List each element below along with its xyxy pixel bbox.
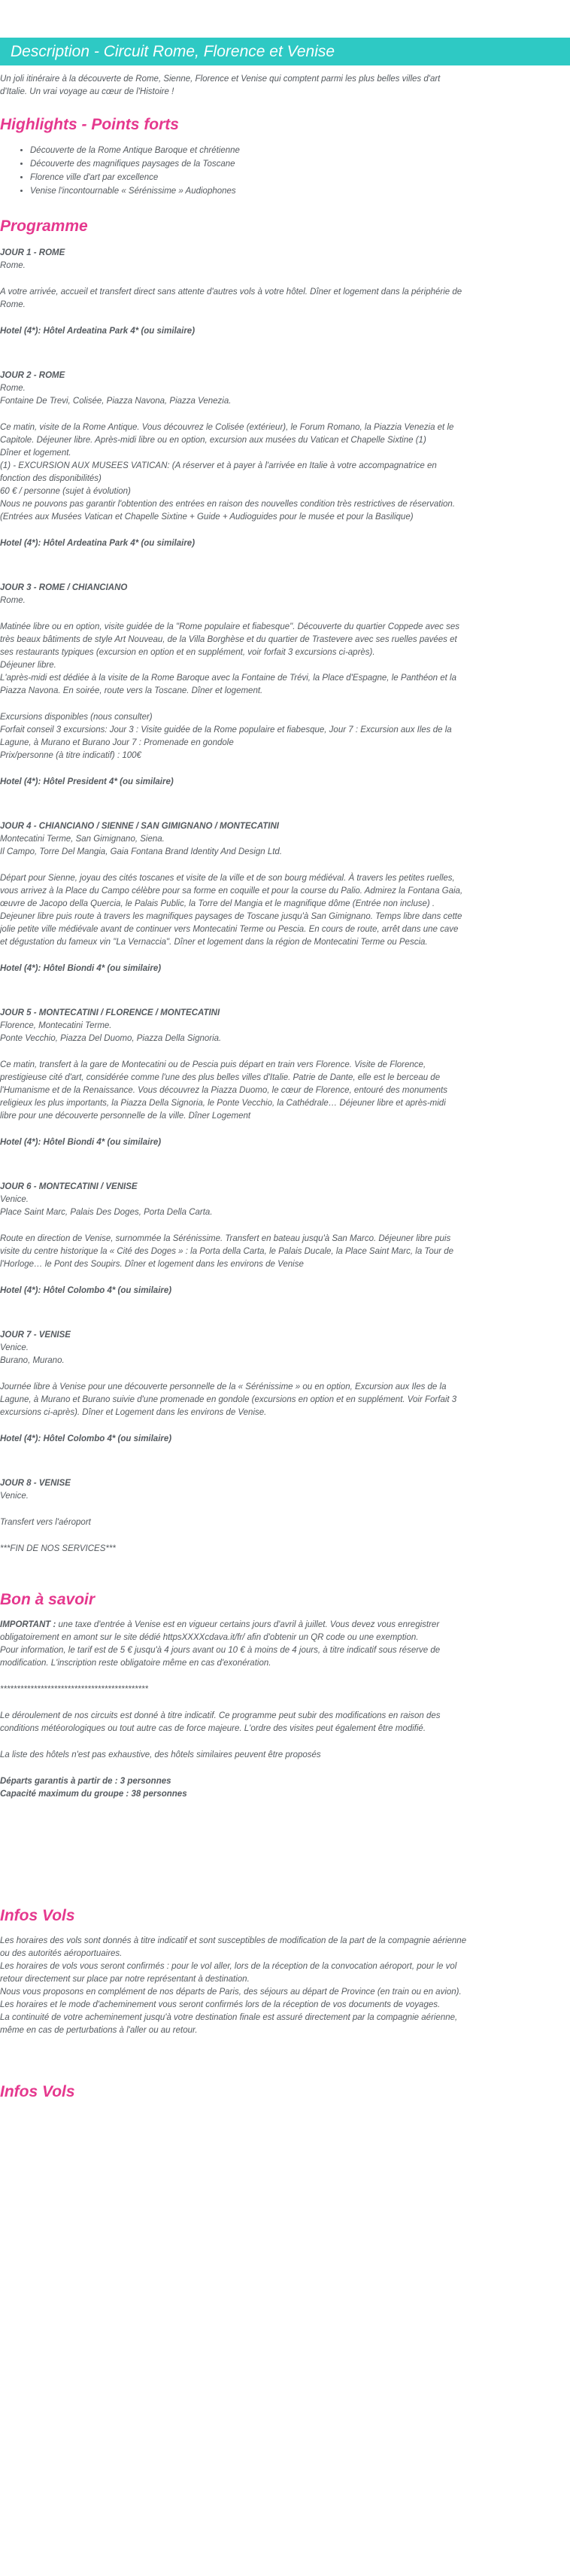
important-text: une taxe d'entrée à Venise est en vigueur certains jours d'avril à juillet. Vous devez vous enregistrer <box>56 1620 440 1629</box>
infos-vols-line: Les horaires et le mode d'acheminement vous seront confirmés lors de la réception de vos documents de voyages. <box>0 2000 441 2009</box>
highlights-section <box>0 115 570 198</box>
day-text-line: et dégustation du fameux vin "La Vernaccia". Dîner et logement dans la région de Montecatini Terme ou Pescia. <box>0 938 428 947</box>
day-text-line: l'Horloge… le Pont des Soupirs. Dîner et logement dans les environs de Venise <box>0 1260 304 1269</box>
programme-day <box>0 370 570 582</box>
day-hotel: Hotel (4*): Hôtel Biondi 4* (ou similaire) <box>0 964 162 973</box>
stars-divider: ******************************************** <box>0 1685 148 1694</box>
intro-text <box>0 65 570 99</box>
programme-day <box>0 1329 570 1477</box>
day-text-line: ses restaurants typiques (excursion en option et en supplément, voir forfait 3 excursions ci-après). <box>0 648 375 657</box>
day-text-line: Lagune, à Murano et Burano suivie d'une promenade en gondole (excursions en option et en supplément. Voir Forfait 3 <box>0 1395 457 1404</box>
day-places: Venice. <box>0 1343 29 1352</box>
days-container <box>0 247 570 1587</box>
infos-vols-line: même en cas de perturbations à l'aller ou au retour. <box>0 2026 198 2035</box>
day-places: Rome. <box>0 384 26 393</box>
list-item: • Florence ville d'art par excellence <box>30 171 570 184</box>
day-text-line: 60 € / personne (sujet à évolution) <box>0 487 131 496</box>
infos-vols-line: Nous vous proposons en complément de nos départs de Paris, des séjours au départ de Province (en train ou en avion). <box>0 1988 462 1997</box>
day-text-line: très beaux bâtiments de style Art Nouveau, de la Villa Borghèse et du quartier de Trastevere avec ses ruelles pavées et <box>0 635 457 644</box>
day-places: Montecatini Terme, San Gimignano, Siena. <box>0 835 165 844</box>
highlights-list <box>30 144 570 198</box>
day-text-line: l'Humanisme et de la Renaissance. Vous découvrez la Piazza Duomo, le cœur de Florence, entouré des monuments <box>0 1086 447 1095</box>
day-title: JOUR 8 - VENISE <box>0 1479 71 1488</box>
page-title: Description - Circuit Rome, Florence et Venise <box>0 38 570 65</box>
day-text-line: visite du centre historique la « Cité des Doges » : la Porta della Carta, le Palais Ducale, la Place Saint Marc, la Tour de <box>0 1247 453 1256</box>
day-text-line: Piazza Navona. En soirée, route vers la Toscane. Dîner et logement. <box>0 686 263 695</box>
programme-day <box>0 1477 570 1587</box>
day-text-line: prestigieuse cité d'art, considérée comme l'une des plus belles villes d'Italie. Patrie de Dante, elle est le berceau de <box>0 1073 441 1082</box>
day-text-line: Prix/personne (à titre indicatif) : 100€ <box>0 751 141 760</box>
bon-a-savoir-section <box>0 1590 570 1801</box>
important-line: Pour information, le tarif est de 5 € jusqu'à 4 jours avant ou 10 € à moins de 4 jours, à titre indicatif sous réserve de <box>0 1646 441 1655</box>
infos-vols-line: Les horaires des vols sont donnés à titre indicatif et sont susceptibles de modification de la part de la compagnie aérienne <box>0 1936 467 1945</box>
day-title: JOUR 3 - ROME / CHIANCIANO <box>0 583 128 592</box>
programme-day <box>0 820 570 1007</box>
list-item: • Découverte des magnifiques paysages de la Toscane <box>30 157 570 171</box>
infos-vols-line: La continuité de votre acheminement jusqu'à votre destination finale est assuré directement par la compagnie aérienne, <box>0 2013 458 2022</box>
day-text-line: Transfert vers l'aéroport <box>0 1518 91 1527</box>
day-title: JOUR 1 - ROME <box>0 248 65 257</box>
day-places: Burano, Murano. <box>0 1356 65 1365</box>
highlights-heading: Highlights - Points forts <box>0 116 179 133</box>
day-hotel: Hotel (4*): Hôtel Colombo 4* (ou similaire) <box>0 1286 172 1295</box>
day-places: Venice. <box>0 1492 29 1501</box>
day-hotel: Hotel (4*): Hôtel Colombo 4* (ou similaire) <box>0 1434 172 1443</box>
day-text-line: Capitole. Déjeuner libre. Après-midi libre ou en option, excursion aux musées du Vatican et Chapelle Sixtine (1) <box>0 436 426 445</box>
day-places: Rome. <box>0 261 26 270</box>
day-title: JOUR 7 - VENISE <box>0 1331 71 1340</box>
day-text-line: L'après-midi est dédiée à la visite de la Rome Baroque avec la Fontaine de Trévi, la Place d'Espagne, le Panthéon et la <box>0 674 457 683</box>
day-text-line: fonction des disponibilités) <box>0 474 102 483</box>
day-places: Place Saint Marc, Palais Des Doges, Porta Della Carta. <box>0 1208 213 1217</box>
day-text-line: Dejeuner libre puis route à travers les magnifiques paysages de Toscane jusqu'à San Gimignano. Temps libre dans cette <box>0 912 462 921</box>
important-line <box>0 1619 570 1632</box>
day-text-line: Rome. <box>0 300 26 309</box>
day-hotel: Hotel (4*): Hôtel President 4* (ou similaire) <box>0 777 174 786</box>
intro-line: Un joli itinéraire à la découverte de Rome, Sienne, Florence et Venise qui comptent parmi les plus belles villes d'art <box>0 75 441 84</box>
deroulement-line: Le déroulement de nos circuits est donné à titre indicatif. Ce programme peut subir des modifications en raison des <box>0 1711 441 1720</box>
day-title: JOUR 5 - MONTECATINI / FLORENCE / MONTECATINI <box>0 1008 220 1017</box>
day-places: Il Campo, Torre Del Mangia, Gaia Fontana Brand Identity And Design Ltd. <box>0 847 283 856</box>
day-text-line: A votre arrivée, accueil et transfert direct sans attente d'autres vols à votre hôtel. Dîner et logement dans la périphérie de <box>0 287 462 297</box>
deroulement-line: conditions météorologiques ou tout autre cas de force majeure. L'ordre des visites peut également être modifié. <box>0 1724 426 1733</box>
day-text-line: jolie petite ville médiévale avant de continuer vers Montecatini Terme ou Pescia. En cours de route, arrêt dans une cave <box>0 925 459 934</box>
programme-day <box>0 247 570 370</box>
day-text-line: Excursions disponibles (nous consulter) <box>0 713 153 722</box>
bon-a-savoir-heading: Bon à savoir <box>0 1591 96 1608</box>
day-text-line: (1) - EXCURSION AUX MUSEES VATICAN: (A réserver et à payer à l'arrivée en Italie à votre accompagnatrice en <box>0 461 437 470</box>
capacite-max: Capacité maximum du groupe : 38 personnes <box>0 1790 187 1799</box>
intro-line: d'Italie. Un vrai voyage au cœur de l'Histoire ! <box>0 87 174 96</box>
programme-day <box>0 582 570 820</box>
day-text-line: Ce matin, transfert à la gare de Montecatini ou de Pescia puis départ en train vers Florence. Visite de Florence, <box>0 1060 426 1069</box>
day-text-line: Déjeuner libre. <box>0 661 56 670</box>
day-text-line: libre pour une découverte personnelle de la ville. Dîner Logement <box>0 1112 251 1121</box>
hotels-note: La liste des hôtels n'est pas exhaustive, des hôtels similaires peuvent être proposés <box>0 1750 321 1759</box>
infos-vols-heading: Infos Vols <box>0 1907 75 1924</box>
day-text-line: Lagune, à Murano et Burano Jour 7 : Promenade en gondole <box>0 738 234 747</box>
important-line: modification. L'inscription reste obligatoire même en cas d'exonération. <box>0 1659 271 1668</box>
day-places: Florence, Montecatini Terme. <box>0 1021 112 1030</box>
day-text-line: Route en direction de Venise, surnommée la Sérénissime. Transfert en bateau jusqu'à San Marco. Déjeuner libre puis <box>0 1234 451 1243</box>
important-line: obligatoirement en amont sur le site dédié httpsXXXXcdava.it/fr/ afin d'obtenir un QR code ou une exemption. <box>0 1633 419 1642</box>
list-item: • Découverte de la Rome Antique Baroque et chrétienne <box>30 144 570 157</box>
list-item: • Venise l'incontournable « Sérénissime » Audiophones <box>30 184 570 198</box>
day-hotel: Hotel (4*): Hôtel Ardeatina Park 4* (ou similaire) <box>0 327 196 336</box>
programme-day <box>0 1181 570 1329</box>
day-hotel: Hotel (4*): Hôtel Ardeatina Park 4* (ou similaire) <box>0 539 196 548</box>
day-places: Rome. <box>0 596 26 605</box>
day-text-line: excursions ci-après). Dîner et Logement dans les environs de Venise. <box>0 1408 267 1417</box>
programme-section <box>0 217 570 1587</box>
important-block <box>0 1619 570 1670</box>
day-text-line: vous arrivez à la Place du Campo célèbre pour sa forme en coquille et pour la course du Palio. Admirez la Fontana Gaia, <box>0 887 463 896</box>
day-text-line: ***FIN DE NOS SERVICES*** <box>0 1544 116 1553</box>
day-text-line: (Entrées aux Musées Vatican et Chapelle Sixtine + Guide + Audioguides pour le musée et pour la Basilique) <box>0 512 414 522</box>
day-text-line: Nous ne pouvons pas garantir l'obtention des entrées en raison des nouvelles condition très restrictives de réservation. <box>0 500 456 509</box>
infos-vols-line: retour directement sur place par notre représentant à destination. <box>0 1975 250 1984</box>
day-places: Fontaine De Trevi, Colisée, Piazza Navona, Piazza Venezia. <box>0 397 232 406</box>
infos-vols-heading-repeat: Infos Vols <box>0 2083 75 2100</box>
day-places: Ponte Vecchio, Piazza Del Duomo, Piazza Della Signoria. <box>0 1034 222 1043</box>
programme-heading: Programme <box>0 217 88 235</box>
day-hotel: Hotel (4*): Hôtel Biondi 4* (ou similaire) <box>0 1138 162 1147</box>
day-text-line: Ce matin, visite de la Rome Antique. Vous découvrez le Colisée (extérieur), le Forum Romano, la Piazzia Venezia et le <box>0 423 454 432</box>
infos-vols-line: Les horaires de vols vous seront confirmés : pour le vol aller, lors de la réception de la convocation aéroport, pour le vol <box>0 1962 457 1971</box>
infos-vols-line: ou des autorités aéroportuaires. <box>0 1949 123 1958</box>
day-text-line: Journée libre à Venise pour une découverte personnelle de la « Sérénissime » ou en option, Excursion aux Iles de la <box>0 1382 447 1391</box>
important-label: IMPORTANT : <box>0 1620 56 1629</box>
programme-day <box>0 1007 570 1181</box>
day-text-line: Matinée libre ou en option, visite guidée de la "Rome populaire et fiabesque". Découverte du quartier Coppede avec ses <box>0 622 460 631</box>
day-text-line: Dîner et logement. <box>0 449 71 458</box>
day-text-line: Forfait conseil 3 excursions: Jour 3 : Visite guidée de la Rome populaire et fiabesque, Jour 7 : Excursion aux Iles de la <box>0 725 452 734</box>
infos-vols-section <box>0 1906 570 2102</box>
day-text-line: Départ pour Sienne, joyau des cités toscanes et visite de la ville et de son bourg médiéval. À travers les petites ruelles, <box>0 874 455 883</box>
day-title: JOUR 4 - CHIANCIANO / SIENNE / SAN GIMIGNANO / MONTECATINI <box>0 822 279 831</box>
day-places: Venice. <box>0 1195 29 1204</box>
day-text-line: religieux les plus importants, la Piazza Della Signoria, le Ponte Vecchio, la Cathédrale… Déjeuner libre et après-midi <box>0 1099 446 1108</box>
day-title: JOUR 2 - ROME <box>0 371 65 380</box>
day-title: JOUR 6 - MONTECATINI / VENISE <box>0 1182 138 1191</box>
day-text-line: œuvre de Jacopo della Quercia, le Palais Public, la Torre del Mangia et le magnifique dôme (Entrée non incluse) . <box>0 899 435 908</box>
departs-garantis: Départs garantis à partir de : 3 personnes <box>0 1777 171 1786</box>
